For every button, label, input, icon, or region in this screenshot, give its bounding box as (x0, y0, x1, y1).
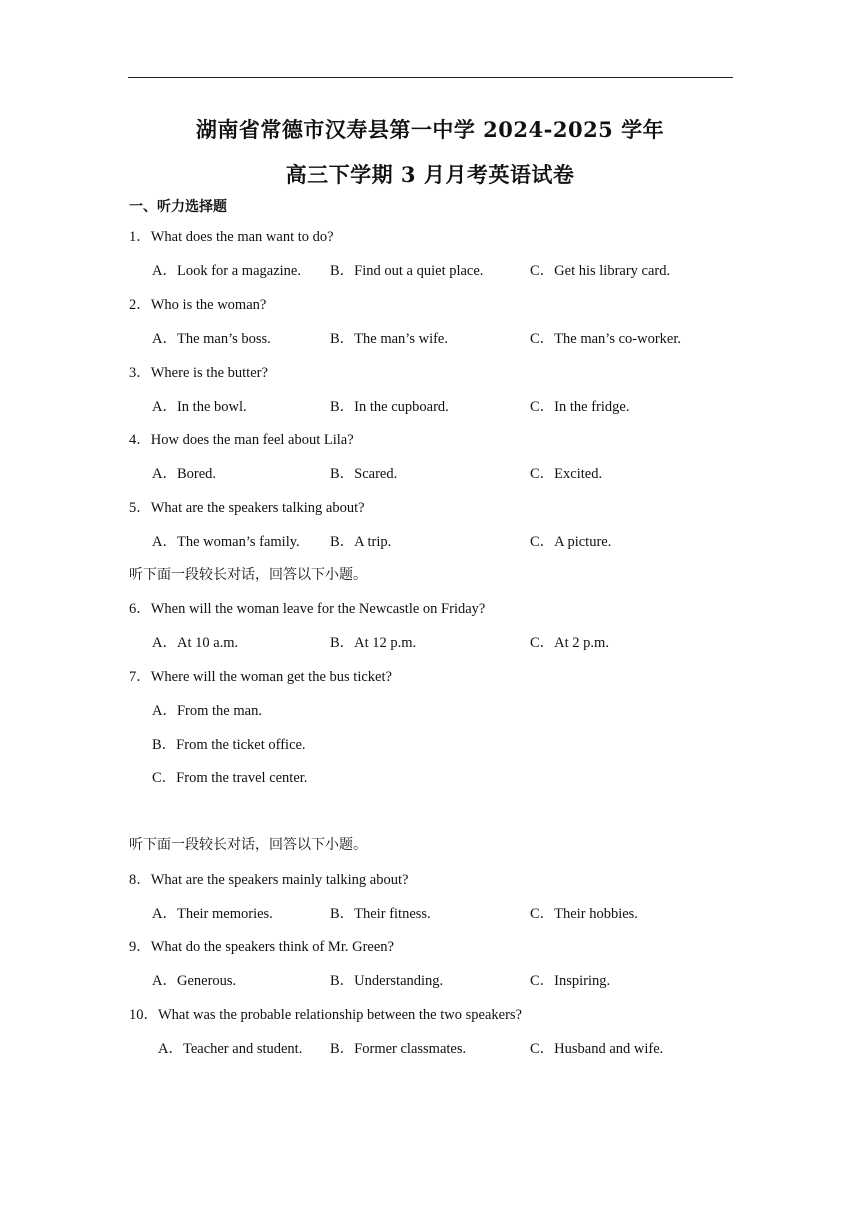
option-a: A．Teacher and student. (158, 1041, 303, 1057)
page-title-line2: 高三下学期 3 月月考英语试卷 (285, 162, 575, 187)
option-b: B．In the cupboard. (330, 399, 449, 415)
dialogue-instruction: 听下面一段较长对话，回答以下小题。 (129, 567, 367, 583)
section-heading-listening: 一、听力选择题 (129, 199, 227, 215)
question-stem: 8．What are the speakers mainly talking about? (129, 872, 409, 888)
option-a: A．Their memories. (152, 906, 273, 922)
option-b: B．Understanding. (330, 973, 444, 989)
option-a: A．From the man. (152, 703, 262, 719)
option-a: A．Look for a magazine. (152, 263, 301, 279)
option-b: B．At 12 p.m. (330, 635, 417, 651)
option-a: A．The woman’s family. (152, 534, 300, 550)
option-b: B．The man’s wife. (330, 331, 448, 347)
option-c: C．The man’s co-worker. (530, 331, 682, 347)
option-b: B．Former classmates. (330, 1041, 467, 1057)
option-c: C．In the fridge. (530, 399, 630, 415)
option-a: A．The man’s boss. (152, 331, 271, 347)
option-c: C．From the travel center. (152, 770, 308, 786)
question-stem: 2．Who is the woman? (129, 297, 267, 313)
option-c: C．Inspiring. (530, 973, 611, 989)
option-b: B．From the ticket office. (152, 737, 306, 753)
question-stem: 1．What does the man want to do? (129, 229, 334, 245)
question-stem: 6．When will the woman leave for the Newcastle on Friday? (129, 601, 486, 617)
option-c: C．Their hobbies. (530, 906, 638, 922)
option-c: C．A picture. (530, 534, 612, 550)
question-stem: 3．Where is the butter? (129, 365, 268, 381)
question-stem: 9．What do the speakers think of Mr. Green? (129, 939, 394, 955)
option-c: C．Husband and wife. (530, 1041, 664, 1057)
dialogue-instruction: 听下面一段较长对话，回答以下小题。 (129, 837, 367, 853)
option-b: B．Find out a quiet place. (330, 263, 484, 279)
option-c: C．Get his library card. (530, 263, 671, 279)
option-a: A．Bored. (152, 466, 217, 482)
question-stem: 4．How does the man feel about Lila? (129, 432, 354, 448)
option-c: C．Excited. (530, 466, 603, 482)
option-a: A．At 10 a.m. (152, 635, 239, 651)
option-c: C．At 2 p.m. (530, 635, 609, 651)
option-a: A．Generous. (152, 973, 237, 989)
option-a: A．In the bowl. (152, 399, 247, 415)
question-stem: 5．What are the speakers talking about? (129, 500, 365, 516)
header-rule (128, 77, 733, 78)
option-b: B．Their fitness. (330, 906, 431, 922)
question-stem: 7．Where will the woman get the bus ticket? (129, 669, 392, 685)
question-stem: 10．What was the probable relationship between the two speakers? (129, 1007, 522, 1023)
page-title-line1: 湖南省常德市汉寿县第一中学 2024-2025 学年 (195, 117, 665, 142)
option-b: B．Scared. (330, 466, 398, 482)
option-b: B．A trip. (330, 534, 392, 550)
